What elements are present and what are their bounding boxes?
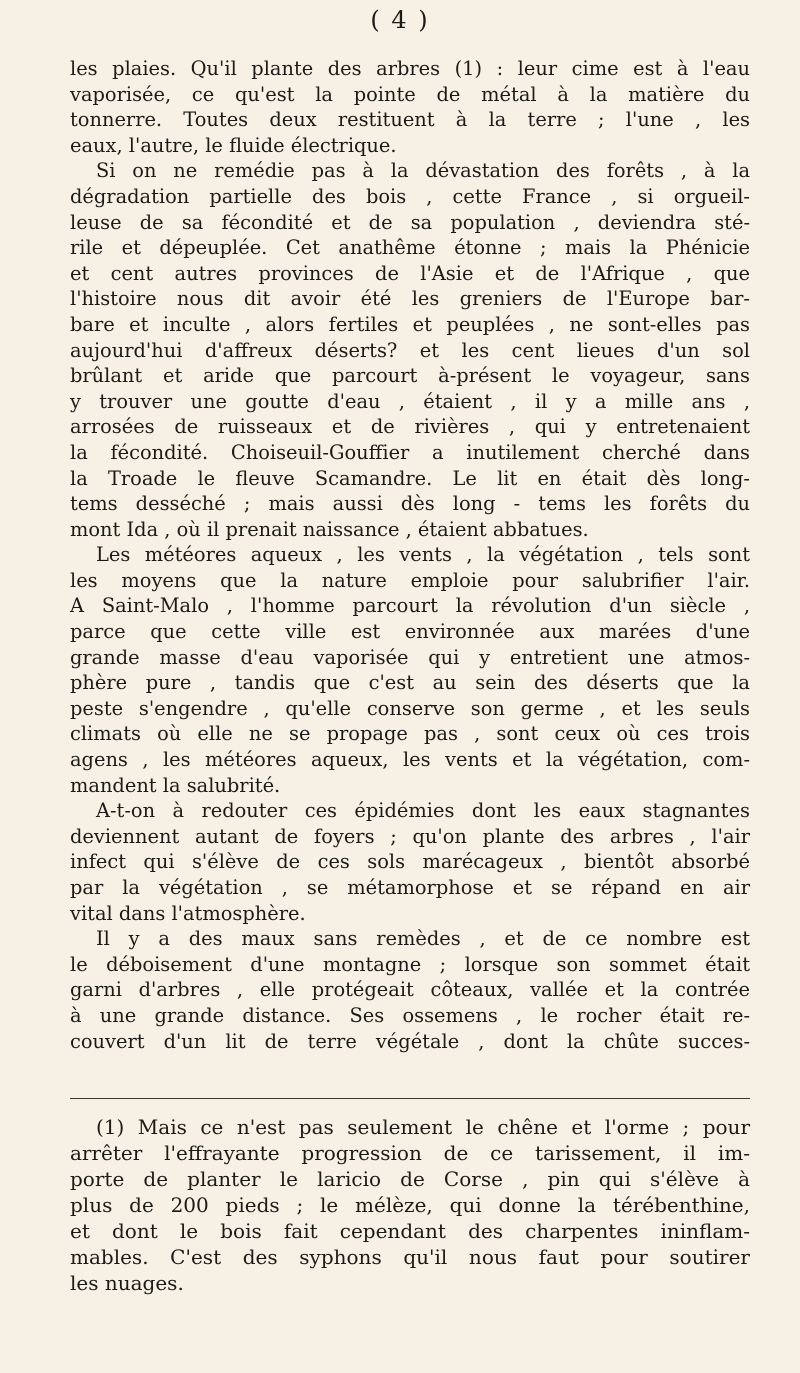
footnote-line: et dont le bois fait cependant des charpentes ininflam- xyxy=(70,1219,750,1243)
text-line: couvert d'un lit de terre végétale , dont la chûte succes- xyxy=(70,1029,750,1053)
text-line: tems desséché ; mais aussi dès long - tems les forêts du xyxy=(70,492,750,516)
text-line: brûlant et aride que parcourt à-présent le voyageur, sans xyxy=(70,364,750,388)
text-line: leuse de sa fécondité et de sa population , deviendra sté- xyxy=(70,210,750,234)
body-text xyxy=(70,56,750,1054)
text-line: à une grande distance. Ses ossemens , le rocher était re- xyxy=(70,1003,750,1027)
text-line: par la végétation , se métamorphose et se répand en air xyxy=(70,876,750,899)
text-line: climats où elle ne se propage pas , sont ceux où ces trois xyxy=(70,722,750,746)
text-line: le déboisement d'une montagne ; lorsque son sommet était xyxy=(70,952,750,976)
text-line: vaporisée, ce qu'est la pointe de métal à la matière du xyxy=(70,82,750,106)
text-line: les moyens que la nature emploie pour salubrifier l'air. xyxy=(70,568,750,592)
text-line: agens , les météores aqueux, les vents et la végétation, com- xyxy=(70,748,750,772)
text-line: peste s'engendre , qu'elle conserve son germe , et les seuls xyxy=(70,696,750,720)
text-line: Il y a des maux sans remèdes , et de ce nombre est xyxy=(96,927,750,951)
footnote xyxy=(70,1114,750,1296)
text-line: arrosées de ruisseaux et de rivières , qui y entretenaient xyxy=(70,415,750,439)
footnote-line: plus de 200 pieds ; le mélèze, qui donne la térébenthine, xyxy=(70,1193,750,1217)
text-line: mont Ida , où il prenait naissance , étaient abbatues. xyxy=(70,517,589,541)
text-line: garni d'arbres , elle protégeait côteaux, vallée et la contrée xyxy=(70,978,750,1002)
text-line: infect qui s'élève de ces sols marécageux , bientôt absorbé xyxy=(70,850,750,874)
footnote-line: les nuages. xyxy=(70,1271,184,1295)
text-line: deviennent autant de foyers ; qu'on plante des arbres , l'air xyxy=(70,824,750,848)
footnote-separator xyxy=(70,1098,750,1099)
text-line: rile et dépeuplée. Cet anathême étonne ; mais la Phénicie xyxy=(70,236,750,260)
text-line: aujourd'hui d'affreux déserts? et les cent lieues d'un sol xyxy=(70,338,750,362)
text-line: phère pure , tandis que c'est au sein des déserts que la xyxy=(70,671,750,695)
text-line: grande masse d'eau vaporisée qui y entretient une atmos- xyxy=(70,645,750,669)
footnote-line: arrêter l'effrayante progression de ce tarissement, il im- xyxy=(70,1141,750,1165)
text-line: bare et inculte , alors fertiles et peuplées , ne sont-elles pas xyxy=(70,312,750,336)
text-line: parce que cette ville est environnée aux marées d'une xyxy=(70,620,750,644)
text-line: l'histoire nous dit avoir été les greniers de l'Europe bar- xyxy=(70,287,750,311)
text-line: dégradation partielle des bois , cette France , si orgueil- xyxy=(70,184,750,208)
text-line: la fécondité. Choiseuil-Gouffier a inutilement cherché dans xyxy=(70,440,750,464)
text-line: A-t-on à redouter ces épidémies dont les eaux stagnantes xyxy=(96,799,750,823)
footnote-line: (1) Mais ce n'est pas seulement le chêne et l'orme ; pour xyxy=(96,1115,750,1139)
page-number: ( 4 ) xyxy=(370,6,430,34)
text-line: Si on ne remédie pas à la dévastation des forêts , à la xyxy=(96,159,750,183)
footnote-line: porte de planter le laricio de Corse , pin qui s'élève à xyxy=(70,1167,750,1191)
text-line: vital dans l'atmosphère. xyxy=(70,901,306,925)
text-line: A Saint-Malo , l'homme parcourt la révolution d'un siècle , xyxy=(70,594,750,618)
footnote-line: mables. C'est des syphons qu'il nous faut pour soutirer xyxy=(70,1245,750,1269)
text-line: mandent la salubrité. xyxy=(70,773,281,797)
text-line: la Troade le fleuve Scamandre. Le lit en était dès long- xyxy=(70,466,750,490)
text-line: y trouver une goutte d'eau , étaient , il y a mille ans , xyxy=(70,389,750,413)
text-line: tonnerre. Toutes deux restituent à la terre ; l'une , les xyxy=(70,108,750,132)
text-line: eaux, l'autre, le fluide électrique. xyxy=(70,133,397,157)
text-line: les plaies. Qu'il plante des arbres (1) : leur cime est à l'eau xyxy=(70,57,750,80)
text-line: et cent autres provinces de l'Asie et de l'Afrique , que xyxy=(70,261,750,285)
text-line: Les météores aqueux , les vents , la végétation , tels sont xyxy=(96,543,750,567)
